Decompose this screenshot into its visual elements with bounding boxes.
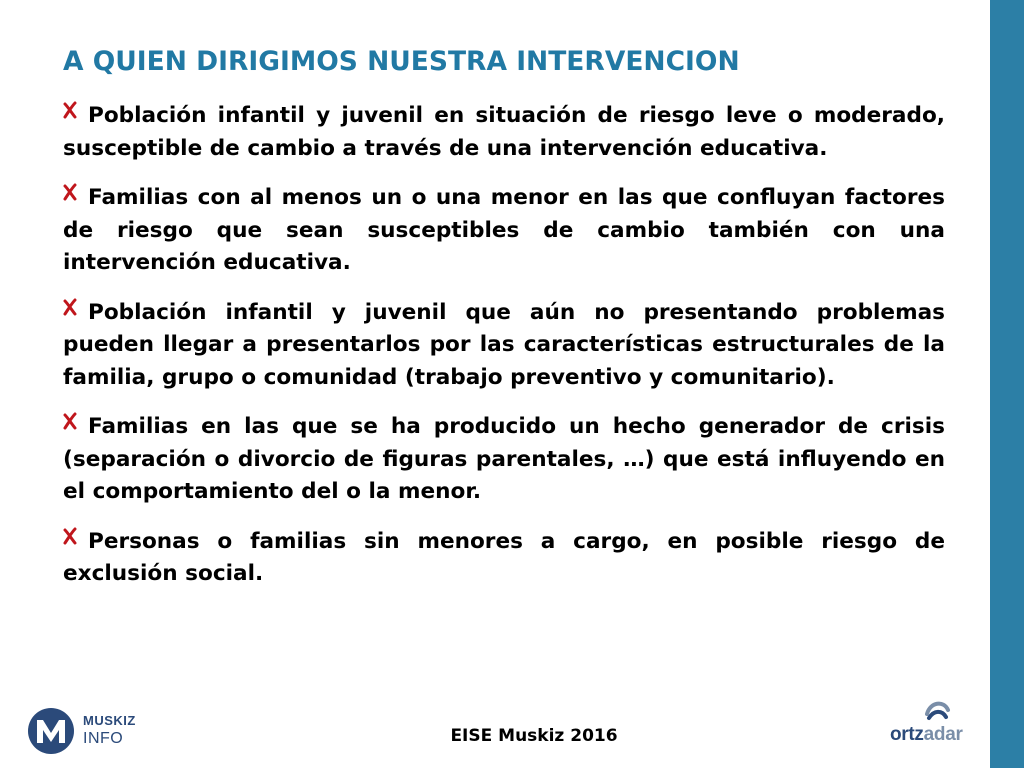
bullet-item: [63, 100, 945, 165]
cross-mark-icon: [63, 527, 77, 545]
ortzadar-wordmark: [890, 724, 963, 746]
bullet-text: Familias en las que se ha producido un hecho generador de crisis (separación o divorcio de figuras parentales, …) que está influyendo en el comportamiento del o la menor.: [63, 414, 945, 504]
muskiz-info-logo: [25, 706, 155, 756]
footer-caption: EISE Muskiz 2016: [450, 726, 618, 746]
ortzadar-wordmark-part1: ortz: [890, 724, 924, 745]
bullet-text: Población infantil y juvenil en situación de riesgo leve o moderado, susceptible de cambio a través de una intervención educativa.: [63, 103, 945, 161]
muskiz-logo-subtitle: INFO: [83, 730, 124, 747]
ortzadar-wordmark-part2: adar: [923, 724, 963, 745]
ortzadar-logo: [890, 698, 985, 753]
ortzadar-emblem-icon: [922, 698, 952, 724]
muskiz-m-icon: [25, 706, 77, 756]
bullet-item: [63, 411, 945, 509]
cross-mark-icon: [63, 298, 77, 316]
cross-mark-icon: [63, 183, 77, 201]
cross-mark-icon: [63, 412, 77, 430]
bullet-text: Población infantil y juvenil que aún no presentando problemas pueden llegar a presentarlos por las características estructurales de la familia, grupo o comunidad (trabajo preventivo y comunitario).: [63, 299, 945, 390]
bullet-text: Personas o familias sin menores a cargo, en posible riesgo de exclusión social.: [63, 528, 945, 586]
cross-mark-icon: [63, 101, 77, 119]
bullet-item: [63, 182, 945, 280]
bullet-item: [63, 297, 945, 395]
slide-title: A QUIEN DIRIGIMOS NUESTRA INTERVENCION: [63, 46, 740, 77]
bullet-list: [63, 100, 945, 608]
bullet-item: [63, 526, 945, 591]
bullet-text: Familias con al menos un o una menor en las que confluyan factores de riesgo que sean susceptibles de cambio también con una intervención educativa.: [63, 185, 945, 275]
side-accent-bar: [990, 0, 1024, 768]
muskiz-logo-name: MUSKIZ: [83, 713, 136, 728]
